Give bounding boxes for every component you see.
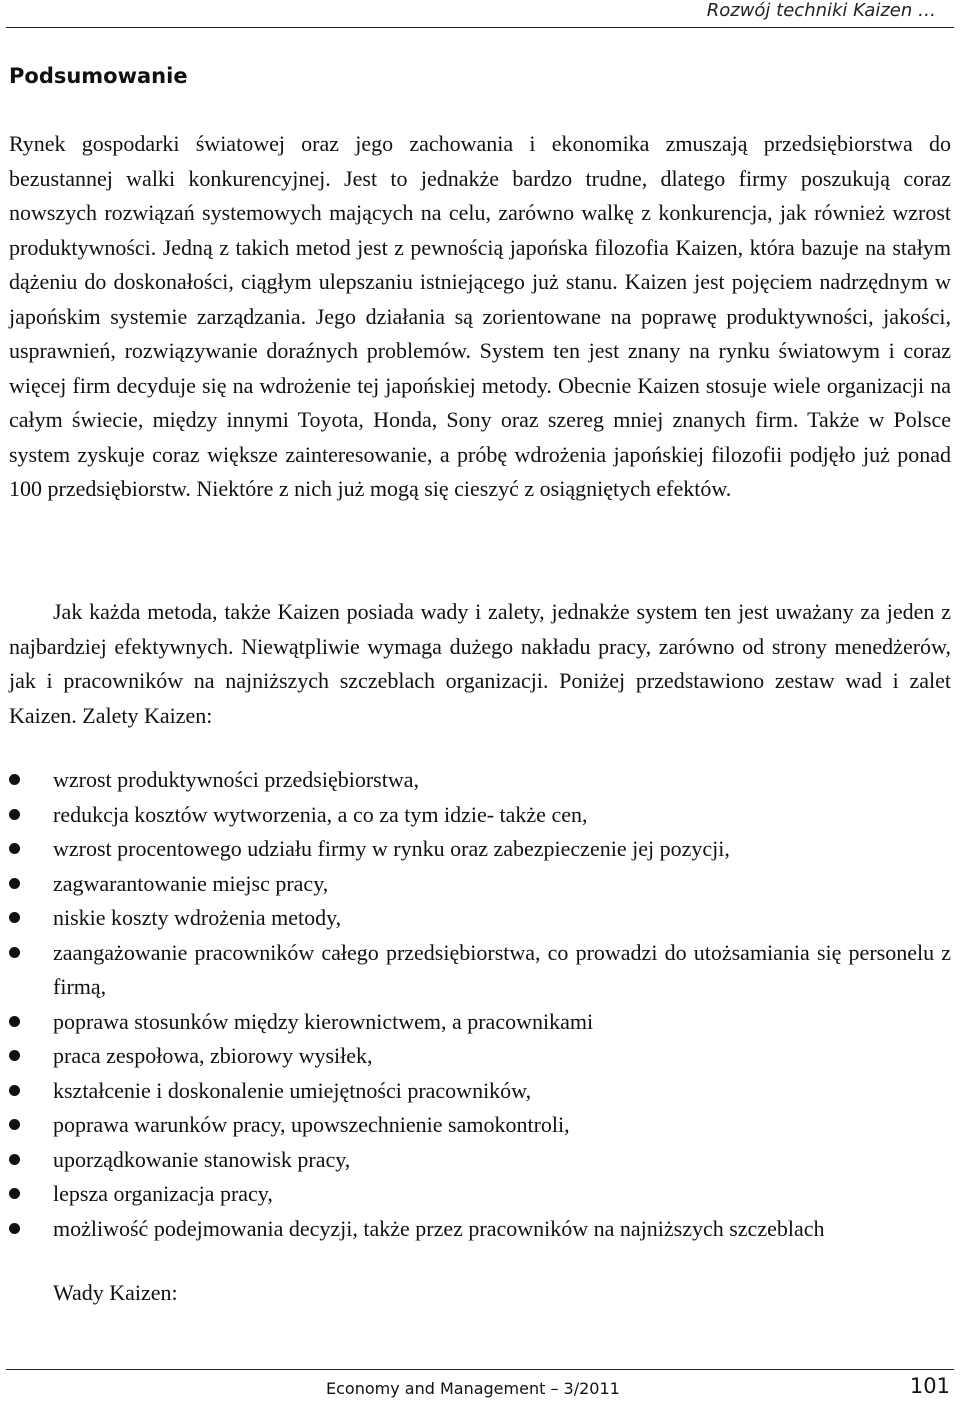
bullet-icon [9, 1085, 20, 1096]
list-item [9, 1108, 951, 1143]
header-divider [6, 27, 954, 28]
bullet-icon [9, 1050, 20, 1061]
list-item-text: poprawa stosunków między kierownictwem, a pracownikami [53, 1008, 594, 1034]
list-item [9, 867, 951, 902]
list-item [9, 1143, 951, 1178]
bullet-icon [9, 1154, 20, 1165]
paragraph-intro: Rynek gospodarki światowej oraz jego zachowania i ekonomika zmuszają przedsiębiorstwa do bezustannej walki konkurencyjnej. Jest to jednakże bardzo trudne, dlatego firmy poszukują coraz nowszych rozwiązań systemowych mających na celu, zarówno walkę z konkurencja, jak również wzrost produktywności. Jedną z takich metod jest z pewnością japońska filozofia Kaizen, która bazuje na stałym dążeniu do doskonałości, ciągłym ulepszaniu istniejącego już stanu. Kaizen jest pojęciem nadrzędnym w japońskim systemie zarządzania. Jego działania są zorientowane na poprawę produktywności, jakości, usprawnień, rozwiązywanie doraźnych problemów. System ten jest znany na rynku światowym i coraz więcej firm decyduje się na wdrożenie tej japońskiej metody. Obecnie Kaizen stosuje wiele organizacji na całym świecie, między innymi Toyota, Honda, Sony oraz szereg mniej znanych firm. Także w Polsce system zyskuje coraz większe zainteresowanie, a próbę wdrożenia japońskiej filozofii podjęło już ponad 100 przedsiębiorstw. Niektóre z nich już mogą się cieszyć z osiągniętych efektów. [9, 131, 951, 501]
list-item [9, 936, 951, 1005]
bullet-icon [9, 1188, 20, 1199]
page-number: 101 [909, 1374, 950, 1398]
list-item [9, 1074, 951, 1109]
list-item [9, 763, 951, 798]
section-title: Podsumowanie [9, 64, 188, 88]
advantages-list [9, 763, 951, 1246]
list-item-text: wzrost procentowego udziału firmy w rynku oraz zabezpieczenie jej pozycji, [53, 836, 730, 861]
list-item [9, 832, 951, 867]
bullet-icon [9, 1223, 20, 1234]
running-header-title: Rozwój techniki Kaizen … [706, 0, 936, 21]
bullet-icon [9, 843, 20, 854]
list-item-text: niskie koszty wdrożenia metody, [53, 905, 342, 930]
list-item-text: praca zespołowa, zbiorowy wysiłek, [53, 1043, 373, 1068]
list-item [9, 1005, 951, 1040]
list-item-text: lepsza organizacja pracy, [53, 1181, 273, 1206]
list-item-text: redukcja kosztów wytworzenia, a co za tym idzie- także cen, [53, 801, 588, 827]
list-item [9, 798, 951, 833]
footer-journal-title: Economy and Management – 3/2011 [326, 1379, 620, 1398]
bullet-icon [9, 878, 20, 889]
list-item [9, 901, 951, 936]
bullet-icon [9, 774, 20, 785]
disadvantages-heading: Wady Kaizen: [53, 1280, 178, 1305]
list-item [9, 1212, 951, 1247]
list-item-text: możliwość podejmowania decyzji, także przez pracowników na najniższych szczeblach [53, 1215, 825, 1241]
bullet-icon [9, 1119, 20, 1130]
list-item-text: zagwarantowanie miejsc pracy, [53, 870, 329, 896]
bullet-icon [9, 947, 20, 958]
paragraph-pros-cons: Jak każda metoda, także Kaizen posiada wady i zalety, jednakże system ten jest uważany za jeden z najbardziej efektywnych. Niewątpliwie wymaga dużego nakładu pracy, zarówno od strony menedżerów, jak i pracowników na najniższych szczeblach organizacji. Poniżej przedstawiono zestaw wad i zalet Kaizen. Zalety Kaizen: [9, 599, 951, 728]
bullet-icon [9, 809, 20, 820]
list-item-text: zaangażowanie pracowników całego przedsiębiorstwa, co prowadzi do utożsamiania się personelu z firmą, [53, 939, 951, 999]
bullet-icon [9, 1016, 20, 1027]
list-item-text: uporządkowanie stanowisk pracy, [53, 1146, 351, 1172]
bullet-icon [9, 912, 20, 923]
list-item-text: kształcenie i doskonalenie umiejętności pracowników, [53, 1077, 532, 1103]
list-item [9, 1177, 951, 1212]
footer-divider [6, 1369, 954, 1370]
list-item-text: wzrost produktywności przedsiębiorstwa, [53, 767, 419, 792]
list-item [9, 1039, 951, 1074]
list-item-text: poprawa warunków pracy, upowszechnienie samokontroli, [53, 1112, 570, 1137]
